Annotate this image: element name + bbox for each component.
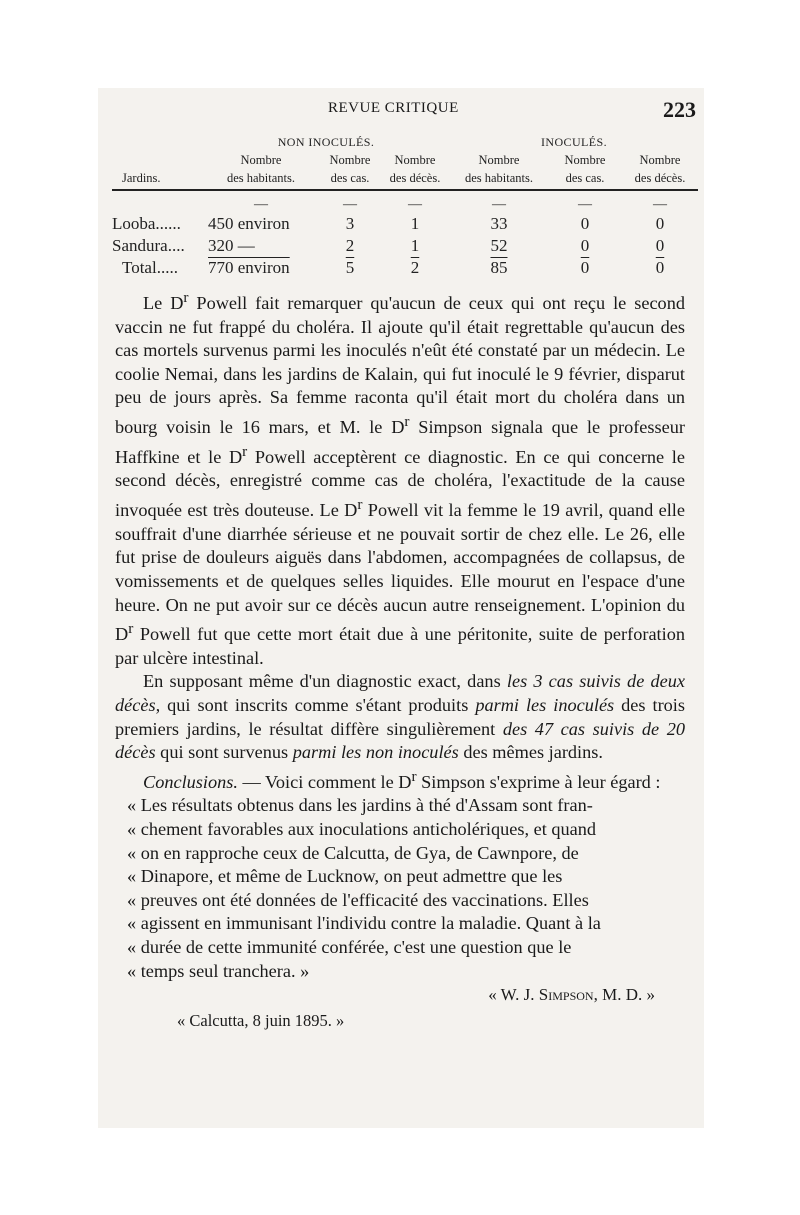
- running-title: REVUE CRITIQUE: [328, 100, 459, 116]
- cell: 0: [655, 258, 665, 277]
- cell: 2: [345, 236, 355, 255]
- cell: 320 —: [208, 236, 255, 255]
- group-header-inocules: INOCULÉS.: [541, 135, 607, 149]
- paragraph: Le $D^r$ Powell fait remarquer qu'aucun de ceux qui ont reçu le second vaccin ne fut frappé du choléra. Il ajoute qu'il était regrettable qu'aucun des cas mortels survenus parmi les inoculés n'eût été constaté par un médecin. Le coolie Nemai, dans les jardins de Kalain, qui fut inoculé le 9 février, disparut peu de jours après. Sa femme raconta qu'il était mort du choléra dans un bourg voisin le 16 mars, et M. le $D^r$ Simpson signala que le professeur Haffkine et le $D^r$ Powell acceptèrent ce diagnostic. En ce qui concerne le second décès, enregistré comme cas de choléra, l'exactitude de la cause invoquée est très douteuse. Le $D^r$ Powell vit la femme le 19 avril, quand elle souffrait d'une diarrhée sérieuse et ne pouvait sortir de chez elle. Le 26, elle fut prise de douleurs aiguës dans l'abdomen, accompagnées de collapsus, de vomissements et de quelques selles liquides. Elle mourut en l'espace d'une heure. On ne put avoir sur ce décès aucun autre renseignement. L'opinion du $D^r$ Powell fut que cette mort était due à une péritonite, suite de perforation par ulcère intestinal.: [115, 289, 686, 668]
- dateline: « Calcutta, 8 juin 1895. »: [177, 1010, 345, 1030]
- cell: 0: [655, 236, 665, 255]
- signature: « W. J. Simpson, M. D. »: [488, 985, 655, 1005]
- cell: 450 environ: [208, 214, 290, 233]
- table-row: [112, 213, 698, 235]
- cell: 5: [345, 258, 355, 277]
- dash: —: [492, 197, 506, 212]
- quote-line: « Les résultats obtenus dans les jardins à thé d'Assam sont fran-: [127, 795, 593, 816]
- total-label: Total.....: [122, 258, 178, 277]
- quote-line: « Dinapore, et même de Lucknow, on peut admettre que les: [127, 866, 563, 887]
- quote-line: « durée de cette immunité conférée, c'est une question que le: [127, 937, 572, 957]
- col-header: des décès.: [622, 169, 698, 190]
- table-row: [112, 235, 698, 257]
- cell: 52: [490, 236, 508, 255]
- quote-line: « chement favorables aux inoculations anticholériques, et quand: [127, 819, 597, 840]
- dash: —: [343, 197, 357, 212]
- paragraph-conclusions: Conclusions. — Voici comment le $D^r$ Simpson s'exprime à leur égard :: [143, 767, 661, 792]
- col-header: Nombre: [564, 153, 606, 167]
- cell: 3: [345, 214, 355, 233]
- cell: 2: [410, 258, 420, 277]
- group-header-non-inocules: NON INOCULÉS.: [277, 135, 375, 149]
- cell: 85: [490, 258, 508, 277]
- col-header: des cas.: [548, 169, 622, 190]
- col-header: Nombre: [478, 153, 520, 167]
- dash-row: [112, 190, 698, 213]
- running-header: [112, 97, 700, 124]
- cell: 1: [410, 214, 420, 233]
- paragraph: En supposant même d'un diagnostic exact, dans les 3 cas suivis de deux décès, qui sont inscrits comme s'étant produits parmi les inoculés des trois premiers jardins, le résultat diffère singulièrement des 47 cas suivis de 20 décès qui sont survenus parmi les non inoculés des mêmes jardins.: [115, 671, 686, 763]
- dash: —: [653, 197, 667, 212]
- cell: 0: [580, 258, 590, 277]
- col-header: Nombre: [240, 153, 282, 167]
- statistics-table: [112, 133, 698, 279]
- col-header: des cas.: [320, 169, 380, 190]
- dash: —: [578, 197, 592, 212]
- quote-line: « temps seul tranchera. »: [127, 960, 310, 981]
- quote-line: « agissent en immunisant l'individu contre la maladie. Quant à la: [127, 913, 601, 934]
- col-header: Nombre: [329, 153, 371, 167]
- dash: —: [254, 197, 268, 212]
- table-total-row: [112, 257, 698, 279]
- cell: 770 environ: [208, 258, 290, 277]
- col-header: Nombre: [394, 153, 436, 167]
- dash: —: [408, 197, 422, 212]
- cell: 1: [410, 236, 420, 255]
- col-header: des décès.: [380, 169, 450, 190]
- page-number: 223: [663, 97, 696, 122]
- body-text: [115, 286, 685, 1032]
- quote-line: « preuves ont été données de l'efficacité des vaccinations. Elles: [127, 889, 589, 910]
- garden-name: Looba......: [112, 214, 181, 233]
- cell: 0: [655, 214, 665, 233]
- quote-line: « on en rapproche ceux de Calcutta, de Gya, de Cawnpore, de: [127, 842, 579, 863]
- col-header: des habitants.: [202, 169, 320, 190]
- cell: 0: [580, 214, 590, 233]
- col-header: Nombre: [639, 153, 681, 167]
- cell: 0: [580, 236, 590, 255]
- cell: 33: [490, 214, 508, 233]
- garden-name: Sandura....: [112, 236, 185, 255]
- col-header-jardins: Jardins.: [112, 169, 202, 190]
- col-header: des habitants.: [450, 169, 548, 190]
